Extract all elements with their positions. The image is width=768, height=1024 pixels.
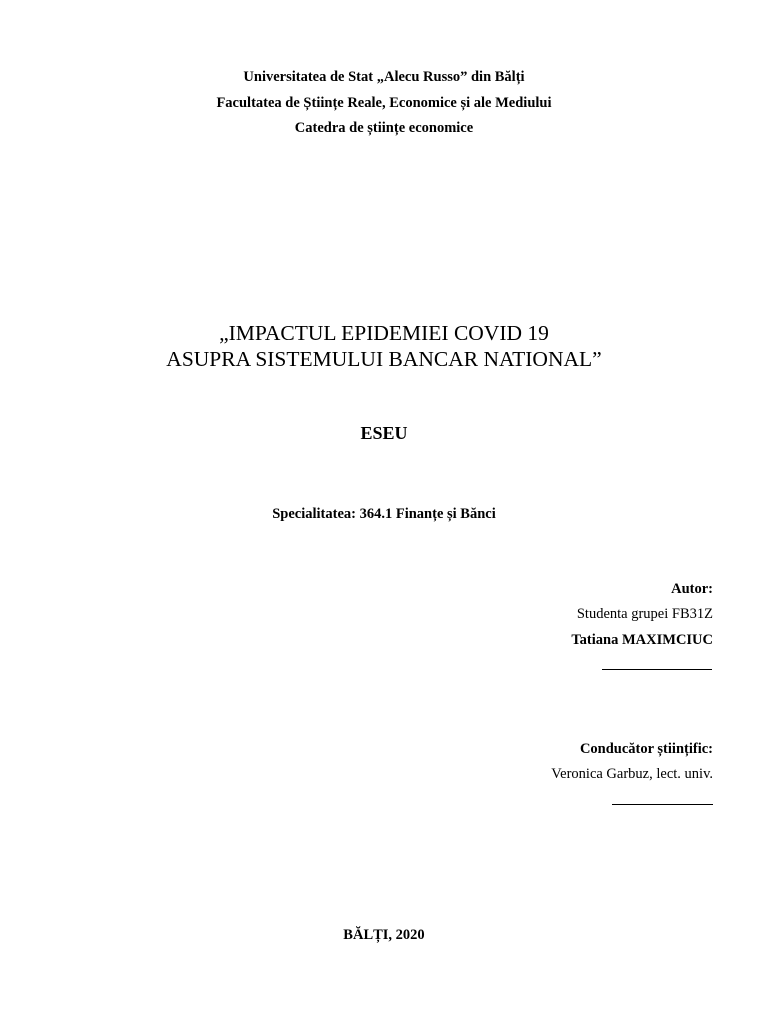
essay-title-line1: „IMPACTUL EPIDEMIEI COVID 19 [219,321,549,345]
author-label: Autor: [671,581,713,597]
department-name: Catedra de științe economice [294,120,474,136]
place-and-year: BĂLȚI, 2020 [343,927,425,943]
supervisor-name: Veronica Garbuz, lect. univ. [551,766,713,782]
supervisor-label: Conducător științific: [579,741,713,757]
author-signature-line [602,669,712,670]
faculty-name: Facultatea de Științe Reale, Economice și ale Mediului [216,95,552,111]
essay-title-line2: ASUPRA SISTEMULUI BANCAR NATIONAL” [166,347,602,371]
supervisor-signature-line [612,804,713,805]
specialty: Specialitatea: 364.1 Finanțe și Bănci [272,506,496,522]
university-name: Universitatea de Stat „Alecu Russo” din Bălți [243,69,525,85]
author-group: Studenta grupei FB31Z [576,606,713,622]
document-type: ESEU [360,423,408,443]
author-name: Tatiana MAXIMCIUC [571,632,713,648]
